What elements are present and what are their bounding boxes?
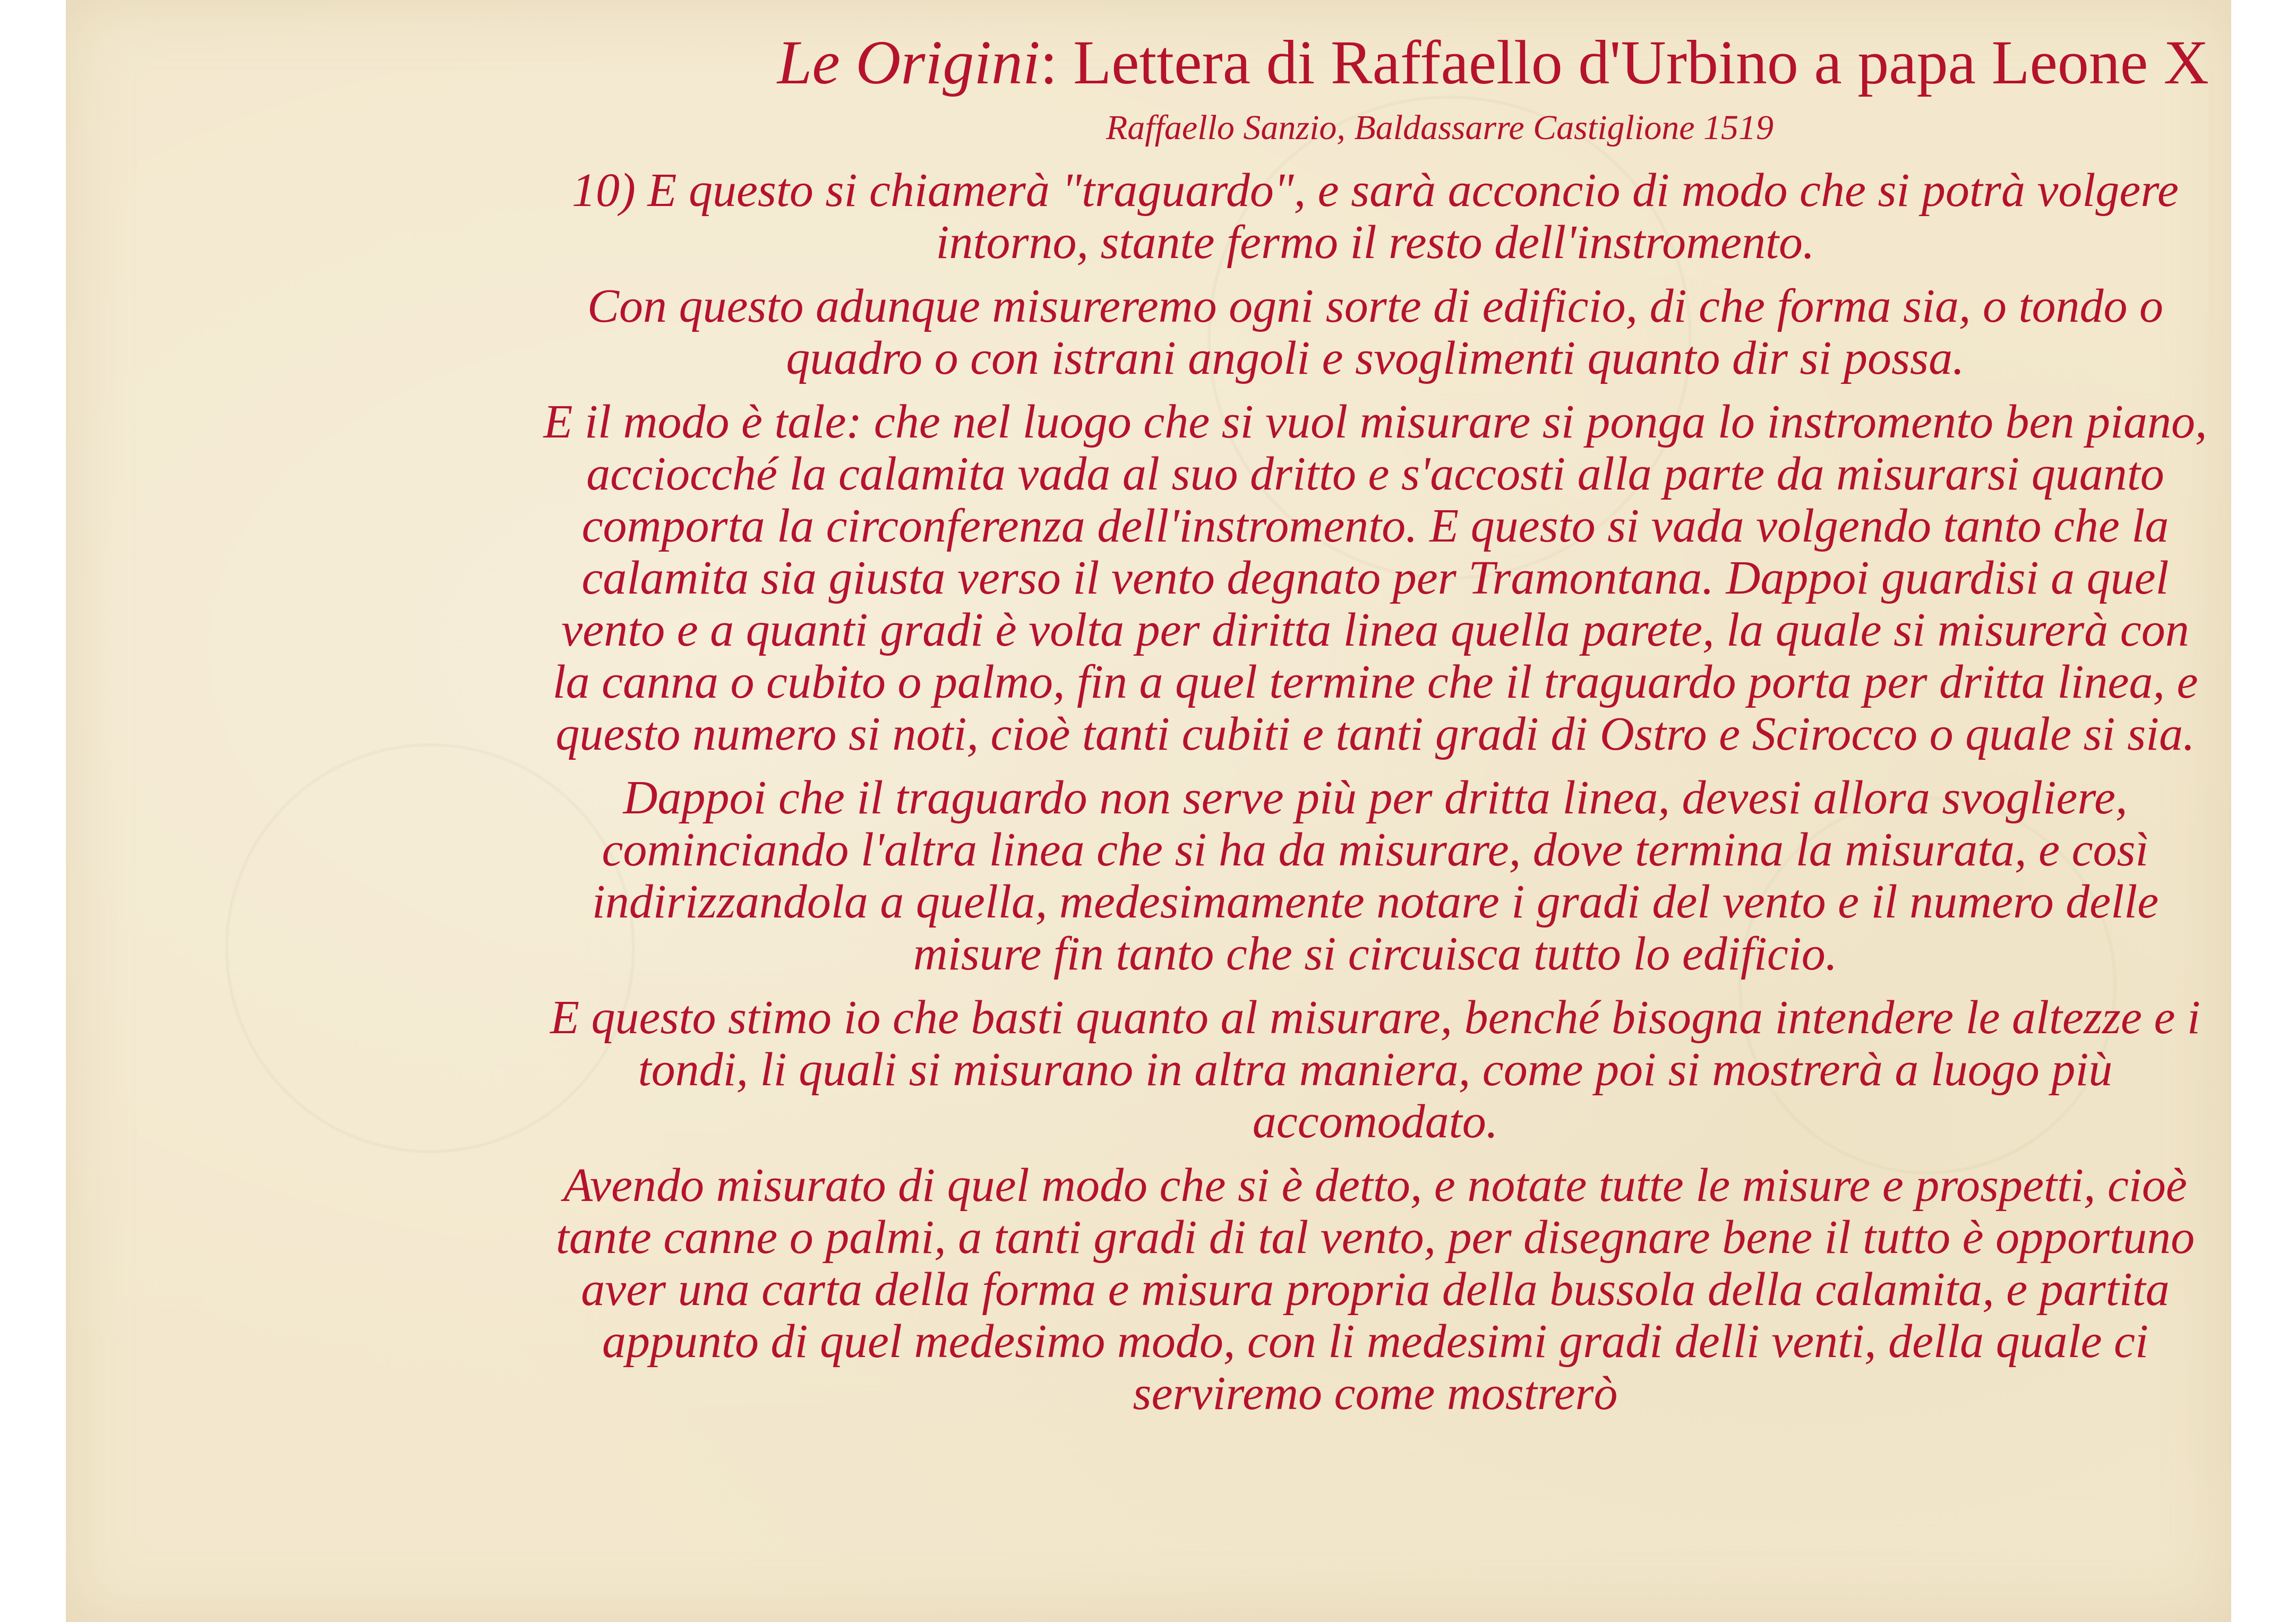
paragraph-2: Con questo adunque misureremo ogni sorte di edificio, di che forma sia, o tondo o quadro o con istrani angoli e svoglimenti quanto dir si possa. — [587, 280, 2164, 384]
paragraph-1: 10) E questo si chiamerà "traguardo", e sarà acconcio di modo che si potrà volgere intorno, stante fermo il resto dell'instromento. — [572, 164, 2179, 269]
page-subtitle: Raffaello Sanzio, Baldassarre Castiglione 1519 — [1106, 108, 1774, 147]
paragraph-3: E il modo è tale: che nel luogo che si vuol misurare si ponga lo instromento ben piano, acciocché la calamita vada al suo dritto e s'accosti alla parte da misurarsi quanto comporta la circonferenza dell'instromento. E questo si vada volgendo tanto che la calamita sia giusta verso il vento degnato per Tramontana. Dappoi guardisi a quel vento e a quanti gradi è volta per diritta linea quella parete, la quale si misurerà con la canna o cubito o palmo, fin a quel termine che il traguardo porta per dritta linea, e questo numero si noti, cioè tanti cubiti e tanti gradi di Ostro e Scirocco o quale si sia. — [543, 396, 2207, 760]
page-title — [542, 21, 2209, 104]
title-rest: : Lettera di Raffaello d'Urbino a papa Leone X — [1040, 28, 2209, 97]
title-italic: Le Origini — [777, 28, 1040, 97]
paragraph-5: E questo stimo io che basti quanto al misurare, benché bisogna intendere le altezze e i tondi, li quali si misurano in altra maniera, come poi si mostrerà a luogo più accomodato. — [550, 991, 2200, 1148]
paragraph-6: Avendo misurato di quel modo che si è detto, e notate tutte le misure e prospetti, cioè tante canne o palmi, a tanti gradi di tal vento, per disegnare bene il tutto è opportuno aver una carta della forma e misura propria della bussola della calamita, e partita appunto di quel medesimo modo, con li medesimi gradi delli venti, della quale ci serviremo come mostrerò — [555, 1159, 2195, 1420]
paragraph-4: Dappoi che il traguardo non serve più per dritta linea, devesi allora svogliere, cominciando l'altra linea che si ha da misurare, dove termina la misurata, e così indirizzandola a quella, medesimamente notare i gradi del vento e il numero delle misure fin tanto che si circuisca tutto lo edificio. — [592, 771, 2159, 980]
document-content — [542, 21, 2209, 1431]
